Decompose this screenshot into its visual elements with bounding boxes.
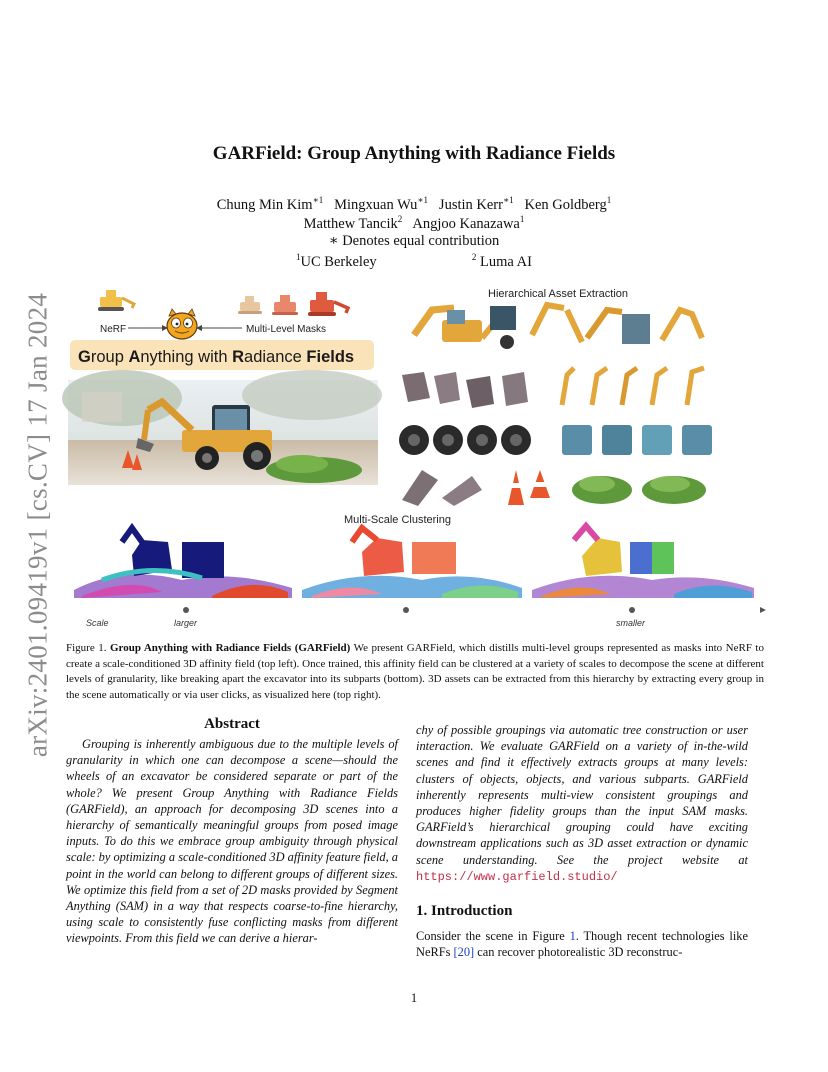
paper-title: GARField: Group Anything with Radiance Fields	[212, 143, 616, 164]
author: Chung Min Kim$^{∗1}$	[216, 195, 324, 213]
scale-axis	[66, 607, 766, 613]
right-column	[416, 722, 748, 960]
author: Matthew Tancik$^2$	[303, 214, 403, 232]
garfield-mascot-icon	[167, 309, 197, 339]
author-line-2	[0, 214, 828, 233]
arxiv-id: arXiv:2401.09419v1 [cs.CV] 17 Jan 2024	[22, 292, 53, 758]
abstract-text-right: chy of possible groupings via automatic tree construction or user interaction. We evaluate GARField on a variety of in-the-wild scenes and find it effectively extracts groups at many levels: clusters of objects, objects, and various subparts. GARField inherently represents multi-view consistent groupings and produces higher fidelity groups than the input SAM masks. GARField’s hierarchical grouping could have exciting downstream applications such as 3D asset extraction or dynamic scene understanding. See the project website at https://www.garfield.studio/	[416, 723, 748, 884]
abstract-text-left: Grouping is inherently ambiguous due to the multiple levels of granularity in which one can decompose a scene—should the wheels of an excavator be considered separate or part of the whole? We present Group Anything with Radiance Fields (GARField), an approach for decomposing 3D scenes into a hierarchy of semantically meaningful groups from posed image inputs. To do this we embrace group ambiguity through physical scale: by optimizing a scale-conditioned 3D affinity feature field, a point in the world can belong to different groups of different sizes. We optimize this field from a set of 2D masks provided by Segment Anything (SAM) in a way that respects coarse-to-fine hierarchy, using scale to consistently fuse conflicting masks from different viewpoints. From this field we can derive a hierar-	[66, 737, 398, 946]
author: Justin Kerr$^{∗1}$	[438, 195, 514, 213]
mask-icons	[238, 292, 348, 316]
banner-text: Group Anything with Radiance Fields	[78, 348, 355, 366]
figure-ref-link[interactable]: 1	[569, 929, 576, 944]
equal-contribution-note: ∗ Denotes equal contribution	[328, 233, 500, 249]
figure-1-graphic	[62, 280, 766, 630]
nerf-scene-render	[62, 370, 382, 485]
author: Ken Goldberg$^1$	[524, 195, 612, 213]
abstract-left-column	[66, 716, 398, 947]
smaller-label: smaller	[616, 618, 646, 628]
scale-label: Scale	[86, 618, 109, 628]
introduction-heading: 1. Introduction	[416, 903, 513, 920]
project-url-link[interactable]: https://www.garfield.studio/	[416, 869, 618, 884]
introduction-text: Consider the scene in Figure 1. Though recent technologies like NeRFs [20] can recover photorealistic 3D reconstruc-	[416, 929, 748, 960]
figure-1	[62, 280, 766, 630]
author: Angjoo Kanazawa$^1$	[412, 214, 525, 232]
affiliations	[0, 252, 828, 271]
multiscale-clusters	[74, 526, 754, 598]
page-number: 1	[410, 991, 418, 1005]
arxiv-stamp	[18, 290, 58, 760]
author: Mingxuan $Wu^{∗1}$	[334, 195, 429, 213]
nerf-excavator-icon	[98, 290, 134, 311]
abstract-heading: Abstract	[204, 716, 260, 732]
multiscale-title: Multi-Scale Clustering	[344, 514, 451, 526]
hierarchical-title: Hierarchical Asset Extraction	[488, 288, 628, 300]
masks-label: Multi-Level Masks	[246, 324, 327, 335]
caption-bold: Group Anything with Radiance Fields (GARField)	[109, 642, 351, 654]
hierarchical-asset-grid	[399, 305, 712, 506]
citation-link[interactable]: [20]	[453, 945, 475, 960]
larger-label: larger	[174, 618, 198, 628]
figure-caption: Figure 1. Group Anything with Radiance Fields (GARField) We present GARField, which distills multi-level groups represented as masks into NeRF to create a scale-conditioned 3D affinity field (top left). Once trained, this affinity field can be clustered at a variety of scales to decompose the scene at different levels of granularity, like breaking apart the excavator into its subparts (bottom). 3D assets can be extracted from this hierarchy by extracting every group in the scene automatically or via user clicks, as visualized here (top right).	[66, 642, 764, 701]
nerf-label: NeRF	[100, 324, 127, 335]
affiliation: $^1$UC Berkeley	[296, 252, 377, 270]
affiliation: $^2$ Luma AI	[471, 252, 532, 270]
author-line-1	[0, 195, 828, 214]
